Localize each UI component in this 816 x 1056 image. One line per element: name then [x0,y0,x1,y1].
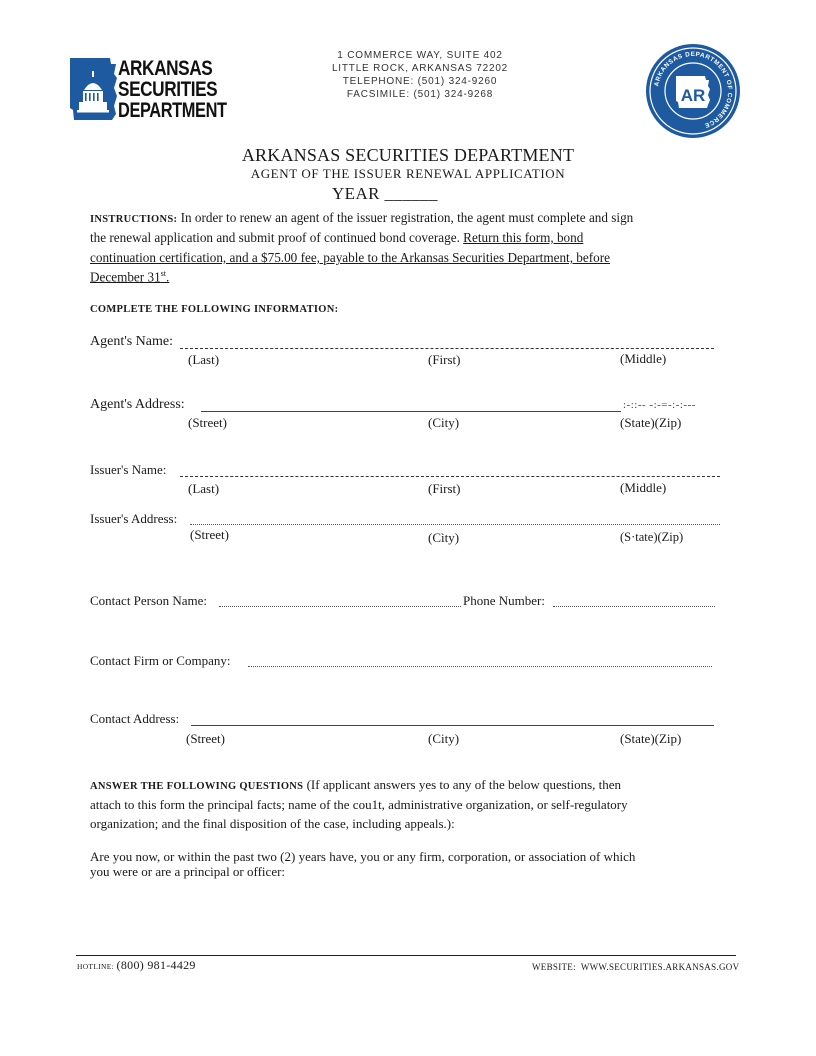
issuer-address-sub-street: (Street) [190,527,229,542]
website-label: WEBSITE: [532,962,576,972]
contact-address-sub-city: (City) [428,731,460,746]
instructions-line-4: December 31st. [90,269,170,285]
instructions-line-3: continuation certification, and a $75.00 fee, payable to the Arkansas Securities Department, before [90,250,610,265]
contact-person-input-line[interactable] [219,606,461,607]
issuer-address-sub-state-zip: (S·tate)(Zip) [620,530,684,544]
svg-text:AR: AR [680,86,706,105]
questions-intro-line-1: ANSWER THE FOLLOWING QUESTIONS (If applicant answers yes to any of the below questions, then [90,777,622,792]
address-city: LITTLE ROCK, ARKANSAS 72202 [331,63,509,74]
questions-heading: ANSWER THE FOLLOWING QUESTIONS [90,781,304,792]
commerce-seal [645,43,741,139]
question-1-line-2: you were or are a principal or officer: [90,864,286,879]
agent-address-input-line[interactable] [201,411,621,412]
instructions-line-2: the renewal application and submit proof of continued bond coverage. Return this form, bond [90,230,584,245]
form-title: ARKANSAS SECURITIES DEPARTMENT [241,145,575,165]
department-logo [70,56,240,122]
address-telephone: TELEPHONE: (501) 324-9260 [342,76,498,87]
issuer-name-input-line[interactable] [180,476,720,477]
agent-address-tail: :-::-- -:-=-:-:--- [623,399,696,411]
agent-address-sub-street: (Street) [188,415,227,430]
contact-address-label: Contact Address: [90,711,180,726]
issuer-name-sub-last: (Last) [188,481,220,496]
phone-number-input-line[interactable] [553,606,715,607]
contact-address-sub-street: (Street) [186,731,225,746]
logo-text-arkansas: ARKANSAS [118,57,213,80]
contact-person-label: Contact Person Name: [90,593,207,608]
question-1-line-1: Are you now, or within the past two (2) years have, you or any firm, corporation, or association of which [90,849,636,864]
logo-text-department: DEPARTMENT [118,99,227,122]
issuer-address-sub-city: (Cìty) [428,530,460,545]
seal-icon [645,43,741,139]
address-facsimile: FACSIMILE: (501) 324-9268 [346,89,494,100]
footer-website [532,962,739,972]
contact-address-input-line[interactable] [191,725,714,726]
form-subtitle: AGENT OF THE ISSUER RENEWAL APPLICATION [250,166,566,181]
agent-address-label: Agent's Address: [90,397,185,412]
questions-intro-line-2: attach to this form the principal facts; name of the cou1t, administrative organization, or self-regulatory [90,797,628,812]
address-street: 1 COMMERCE WAY, SUITE 402 [337,50,503,61]
issuer-name-label: Issuer's Name: [90,462,167,477]
agent-name-sub-middle: (Middle) [620,351,667,366]
agent-address-sub-city: (City) [428,415,460,430]
contact-address-sub-state-zip: (State)(Zip) [620,731,682,746]
agent-name-sub-last: (Last) [188,352,220,367]
agent-name-input-line[interactable] [180,348,714,349]
issuer-name-sub-middle: (Middle) [620,480,667,495]
website-url[interactable]: WWW.SECURITIES.ARKANSAS.GOV [580,962,740,972]
issuer-address-label: Issuer's Address: [90,511,178,526]
issuer-name-sub-first: (First) [428,481,461,496]
questions-intro-line-3: organization; and the final disposition of the case, including appeals.): [90,816,455,831]
footer-hotline [77,958,196,973]
hotline-label: HOTLINE: [77,962,114,971]
logo-text-securities: SECURITIES [118,78,218,101]
agent-address-sub-state-zip: (State)(Zip) [620,415,682,430]
agent-name-sub-first: (First) [428,352,461,367]
agent-name-label: Agent's Name: [90,334,174,349]
svg-text:ARKANSAS DEPARTMENT OF COMMERC: ARKANSAS DEPARTMENT OF COMMERCE [653,50,734,129]
instructions-label: INSTRUCTIONS: [90,214,178,225]
issuer-address-input-line[interactable] [190,524,720,525]
footer-rule [76,955,736,956]
year-field: YEAR ______ [332,184,438,203]
section-complete-heading: COMPLETE THE FOLLOWING INFORMATION: [90,304,339,315]
hotline-number: (800) 981-4429 [116,958,196,972]
contact-firm-input-line[interactable] [248,666,712,667]
state-capitol-icon [70,58,118,120]
contact-firm-label: Contact Firm or Company: [90,653,231,668]
phone-number-label: Phone Number: [463,593,545,608]
instructions-line-1: INSTRUCTIONS: In order to renew an agent of the issuer registration, the agent must complete and sign [90,210,634,225]
